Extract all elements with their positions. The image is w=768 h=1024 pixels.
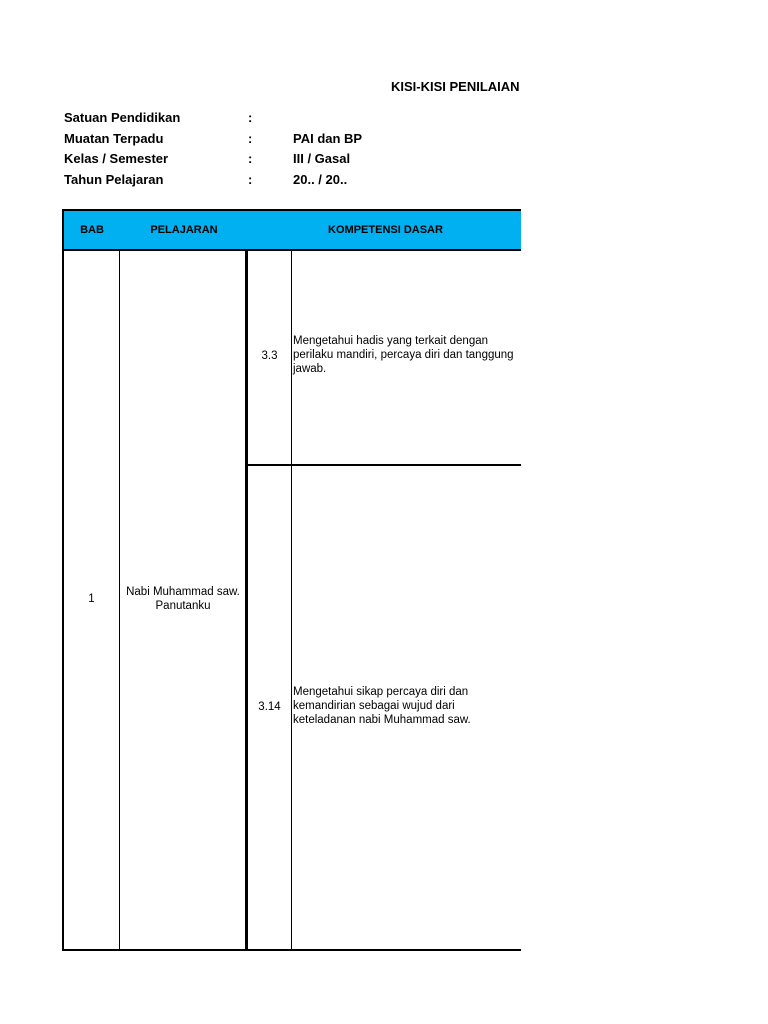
meta-label: Kelas / Semester bbox=[64, 151, 169, 166]
divider-code-text bbox=[291, 251, 292, 951]
table-header bbox=[62, 209, 521, 251]
header-pelajaran: PELAJARAN bbox=[150, 224, 218, 236]
meta-colon: : bbox=[248, 110, 253, 125]
header-bab: BAB bbox=[80, 224, 104, 236]
table-border-left bbox=[62, 209, 64, 951]
divider-kd-rows bbox=[246, 464, 521, 466]
meta-label: Tahun Pelajaran bbox=[64, 172, 164, 187]
cell-pelajaran: Nabi Muhammad saw. Panutanku bbox=[126, 586, 240, 612]
document-title: KISI-KISI PENILAIAN bbox=[391, 79, 520, 94]
meta-colon: : bbox=[248, 151, 253, 166]
cell-kd-code: 3.3 bbox=[261, 350, 278, 362]
divider-bab-pelajaran bbox=[119, 251, 120, 951]
cell-bab: 1 bbox=[88, 593, 95, 605]
kisi-kisi-table bbox=[62, 209, 521, 951]
meta-value: 20.. / 20.. bbox=[293, 172, 348, 187]
meta-value: PAI dan BP bbox=[293, 131, 363, 146]
meta-colon: : bbox=[248, 131, 253, 146]
meta-value: III / Gasal bbox=[293, 151, 351, 166]
header-kompetensi-dasar: KOMPETENSI DASAR bbox=[328, 224, 443, 236]
meta-label: Satuan Pendidikan bbox=[64, 110, 181, 125]
cell-kd-text: Mengetahui hadis yang terkait dengan perilaku mandiri, percaya diri dan tanggung jawab. bbox=[293, 335, 514, 375]
cell-kd-text: Mengetahui sikap percaya diri dan kemandirian sebagai wujud dari keteladanan nabi Muhammad saw. bbox=[293, 686, 471, 726]
meta-label: Muatan Terpadu bbox=[64, 131, 164, 146]
meta-colon: : bbox=[248, 172, 253, 187]
cell-kd-code: 3.14 bbox=[258, 701, 281, 713]
